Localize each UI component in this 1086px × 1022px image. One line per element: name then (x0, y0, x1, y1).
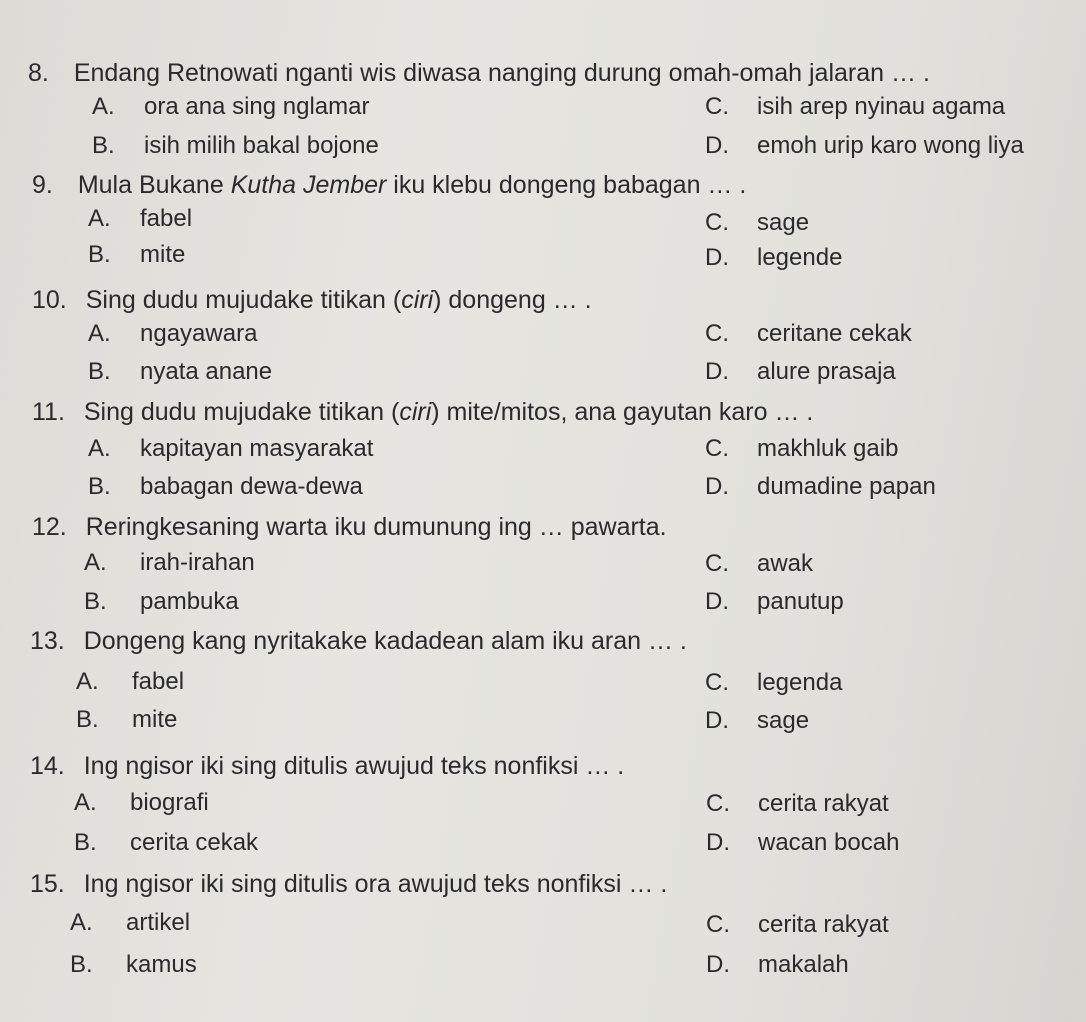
question-text-start: Sing dudu mujudake titikan ( (85, 286, 402, 314)
option-text: cerita rakyat (758, 911, 889, 938)
option-letter: D. (705, 588, 729, 615)
option-text: awak (757, 550, 814, 577)
option-letter: A. (92, 93, 115, 120)
question-text-start: Sing dudu mujudake titikan ( (83, 398, 400, 426)
option-letter: B. (92, 132, 115, 159)
option-letter: C. (705, 435, 729, 462)
option-15c[interactable] (706, 910, 889, 940)
question-text-italic: ciri (399, 398, 432, 426)
option-15a[interactable] (70, 908, 190, 938)
option-text: fabel (140, 205, 193, 232)
option-13b[interactable] (76, 705, 177, 735)
option-letter: D. (705, 358, 729, 385)
question-text: Dongeng kang nyritakake kadadean alam iku aran … . (83, 627, 687, 655)
option-letter: B. (84, 588, 107, 615)
option-letter: A. (84, 549, 107, 576)
option-letter: C. (705, 550, 729, 577)
option-text: ngayawara (140, 320, 258, 347)
question-9 (32, 170, 746, 200)
option-12d[interactable] (705, 587, 844, 617)
option-letter: D. (706, 951, 730, 978)
question-14 (30, 751, 624, 781)
question-12 (32, 512, 667, 542)
option-8b[interactable] (92, 131, 379, 161)
question-text-end: iku klebu dongeng babagan … . (386, 171, 747, 199)
option-9b[interactable] (88, 240, 185, 270)
option-text: ceritane cekak (757, 320, 912, 347)
option-9c[interactable] (705, 208, 809, 238)
question-10 (32, 285, 592, 315)
option-letter: B. (88, 241, 111, 268)
option-text: cerita rakyat (758, 790, 889, 817)
option-text: mite (132, 706, 178, 733)
option-text: mite (140, 241, 186, 268)
option-text: ora ana sing nglamar (144, 93, 370, 120)
option-text: sage (757, 209, 810, 236)
option-text: makalah (758, 951, 849, 978)
option-text: isih arep nyinau agama (757, 93, 1006, 120)
question-number: 15. (30, 870, 65, 898)
option-14a[interactable] (74, 788, 209, 818)
option-10b[interactable] (88, 357, 272, 387)
option-letter: A. (88, 205, 111, 232)
option-letter: C. (706, 790, 730, 817)
option-letter: D. (705, 132, 729, 159)
option-text: babagan dewa-dewa (140, 473, 363, 500)
question-text: Endang Retnowati nganti wis diwasa nanging durung omah-omah jalaran … . (73, 59, 930, 87)
option-8a[interactable] (92, 92, 369, 122)
option-10d[interactable] (705, 357, 896, 387)
option-14d[interactable] (706, 828, 899, 858)
option-text: panutup (757, 588, 844, 615)
option-text: legenda (757, 669, 843, 696)
question-number: 8. (28, 59, 49, 87)
option-10a[interactable] (88, 319, 257, 349)
option-letter: A. (88, 435, 111, 462)
option-text: dumadine papan (757, 473, 936, 500)
option-13c[interactable] (705, 668, 842, 698)
option-11b[interactable] (88, 472, 363, 502)
question-15 (30, 869, 667, 899)
option-letter: B. (74, 829, 97, 856)
option-10c[interactable] (705, 319, 912, 349)
option-12c[interactable] (705, 549, 813, 579)
option-text: legende (757, 244, 843, 271)
option-12a[interactable] (84, 548, 255, 578)
question-13 (30, 626, 687, 656)
question-11 (32, 397, 813, 427)
question-number: 9. (32, 171, 53, 199)
option-text: cerita cekak (130, 829, 259, 856)
option-text: makhluk gaib (757, 435, 899, 462)
option-letter: C. (705, 209, 729, 236)
option-letter: D. (705, 244, 729, 271)
option-text: isih milih bakal bojone (144, 132, 379, 159)
option-text: kamus (126, 951, 197, 978)
option-13a[interactable] (76, 667, 184, 697)
question-text-start: Mula Bukane (77, 171, 231, 199)
option-9d[interactable] (705, 243, 842, 273)
question-text: Ing ngisor iki sing ditulis ora awujud teks nonfiksi … . (83, 870, 668, 898)
option-text: alure prasaja (757, 358, 896, 385)
option-letter: B. (76, 706, 99, 733)
question-text: Reringkesaning warta iku dumunung ing … pawarta. (85, 513, 667, 541)
option-letter: C. (706, 911, 730, 938)
option-letter: C. (705, 93, 729, 120)
option-letter: D. (705, 707, 729, 734)
option-letter: A. (74, 789, 97, 816)
option-8d[interactable] (705, 131, 1024, 161)
option-text: fabel (132, 668, 185, 695)
option-14b[interactable] (74, 828, 258, 858)
option-letter: C. (705, 669, 729, 696)
option-text: emoh urip karo wong liya (757, 132, 1024, 159)
option-11c[interactable] (705, 434, 898, 464)
option-15b[interactable] (70, 950, 197, 980)
option-text: nyata anane (140, 358, 273, 385)
option-letter: A. (88, 320, 111, 347)
option-letter: A. (70, 909, 93, 936)
question-number: 13. (30, 627, 65, 655)
question-text-end: ) dongeng … . (433, 286, 592, 314)
question-text: Ing ngisor iki sing ditulis awujud teks nonfiksi … . (83, 752, 625, 780)
option-11d[interactable] (705, 472, 936, 502)
option-14c[interactable] (706, 789, 889, 819)
option-letter: A. (76, 668, 99, 695)
question-number: 10. (32, 286, 67, 314)
option-text: artikel (126, 909, 191, 936)
option-text: kapitayan masyarakat (140, 435, 374, 462)
question-text-italic: ciri (401, 286, 434, 314)
option-letter: D. (706, 829, 730, 856)
option-text: biografi (130, 789, 209, 816)
option-letter: B. (70, 951, 93, 978)
option-text: irah-irahan (140, 549, 255, 576)
option-text: pambuka (140, 588, 239, 615)
option-15d[interactable] (706, 950, 849, 980)
option-letter: B. (88, 473, 111, 500)
option-8c[interactable] (705, 92, 1005, 122)
question-number: 11. (32, 398, 65, 426)
question-number: 12. (32, 513, 67, 541)
option-text: wacan bocah (758, 829, 900, 856)
option-letter: B. (88, 358, 111, 385)
question-8 (28, 58, 930, 88)
question-text-end: ) mite/mitos, ana gayutan karo … . (431, 398, 814, 426)
option-letter: D. (705, 473, 729, 500)
option-12b[interactable] (84, 587, 239, 617)
option-13d[interactable] (705, 706, 809, 736)
question-text-italic: Kutha Jember (230, 171, 387, 199)
question-number: 14. (30, 752, 65, 780)
option-11a[interactable] (88, 434, 373, 464)
option-letter: C. (705, 320, 729, 347)
option-9a[interactable] (88, 204, 192, 234)
option-text: sage (757, 707, 810, 734)
